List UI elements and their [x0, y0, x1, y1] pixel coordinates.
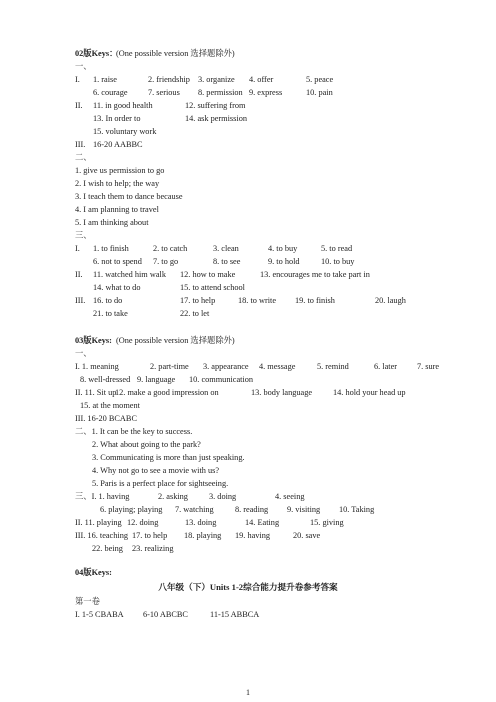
answer-item: 9. visiting	[287, 505, 321, 514]
answer-item: 14. ask permission	[185, 114, 247, 123]
sentence-text: 2. What about going to the park?	[92, 440, 201, 449]
heading-text: 02版Keys：	[75, 49, 118, 58]
answer-item: 11. watched him walk	[93, 270, 166, 279]
row-numeral: I.	[75, 244, 80, 253]
answer-item: 20. save	[293, 531, 321, 540]
answer-item: 10. pain	[306, 88, 333, 97]
document-title: 八年级（下）Units 1-2综合能力提升卷参考答案	[158, 582, 338, 592]
answer-item: 6. courage	[93, 88, 128, 97]
answer-item: 15. at the moment	[80, 401, 140, 410]
heading-note: (One possible version 选择题除外)	[116, 336, 235, 345]
answer-item: 9. to hold	[268, 257, 300, 266]
answer-item: 2. asking	[158, 492, 188, 501]
answer-item: 15. giving	[310, 518, 344, 527]
answer-item: 6-10 ABCBC	[143, 610, 188, 619]
answer-item: 三、I. 1. having	[75, 492, 130, 501]
answer-item: 1. raise	[93, 75, 117, 84]
answer-item: 16-20 AABBC	[93, 140, 143, 149]
answer-item: 19. to finish	[295, 296, 335, 305]
answer-item: II. 11. playing	[75, 518, 122, 527]
row-numeral: I.	[75, 75, 80, 84]
answer-item: 5. remind	[317, 362, 349, 371]
sentence: 4. I am planning to travel	[75, 205, 159, 214]
answer-item: 5. peace	[306, 75, 334, 84]
answer-item: 2. part-time	[150, 362, 189, 371]
answer-item: 8. well-dressed	[80, 375, 131, 384]
row-numeral: III.	[75, 296, 86, 305]
answer-item: 12. make a good impression on	[115, 388, 219, 397]
answer-item: 13. encourages me to take part in	[260, 270, 370, 279]
answer-item: 4. offer	[249, 75, 274, 84]
answer-item: 6. later	[374, 362, 398, 371]
sentence: 3. I teach them to dance because	[75, 192, 183, 201]
answer-item: 12. how to make	[180, 270, 236, 279]
sentence-text: 5. Paris is a perfect place for sightseeing.	[92, 479, 229, 488]
row-numeral: II.	[75, 101, 83, 110]
sentence: 1. give us permission to go	[75, 166, 165, 175]
answer-item: 15. voluntary work	[93, 127, 157, 136]
answer-item: 2. friendship	[148, 75, 190, 84]
answer-item: 9. language	[137, 375, 176, 384]
answer-item: 16. to do	[93, 296, 123, 305]
answer-item: 二、1. It can be the key to success.	[75, 427, 193, 436]
heading-note: (One possible version 选择题除外)	[116, 49, 235, 58]
part-label: 一、	[75, 349, 92, 358]
answer-item: 7. serious	[148, 88, 180, 97]
answer-item: 18. to write	[238, 296, 277, 305]
answer-item: 17. to help	[132, 531, 168, 540]
answer-item: 14. hold your head up	[333, 388, 406, 397]
answer-item: 6. not to spend	[93, 257, 142, 266]
answer-item: 5. to read	[321, 244, 353, 253]
answer-item: 8. reading	[235, 505, 269, 514]
answer-item: 9. express	[249, 88, 283, 97]
row-numeral: III.	[75, 140, 86, 149]
answer-item: II. 11. Sit up	[75, 388, 117, 397]
section-heading-04: 04版Keys:	[75, 568, 112, 577]
answer-item: III. 16-20 BCABC	[75, 414, 137, 423]
answer-item: 3. clean	[213, 244, 239, 253]
heading-text: 03版Keys:	[75, 336, 112, 345]
answer-item: 22. being	[92, 544, 123, 553]
answer-item: 15. to attend school	[180, 283, 245, 292]
answer-item: 13. doing	[185, 518, 217, 527]
answer-item: 7. to go	[153, 257, 179, 266]
answer-item: 1. to finish	[93, 244, 129, 253]
answer-item: 3. organize	[198, 75, 235, 84]
answer-item: 4. message	[259, 362, 296, 371]
answer-item: 13. In order to	[93, 114, 141, 123]
answer-item: 7. watching	[175, 505, 214, 514]
answer-item: 4. seeing	[275, 492, 305, 501]
answer-item: 10. communication	[189, 375, 254, 384]
answer-item: 14. Eating	[245, 518, 280, 527]
answer-item: 6. playing; playing	[100, 505, 163, 514]
answer-item: 22. to let	[180, 309, 210, 318]
part-label: 二、	[75, 153, 92, 162]
page-number: 1	[246, 688, 250, 697]
part-label: 第一卷	[75, 597, 100, 606]
answer-item: 8. to see	[213, 257, 241, 266]
answer-item: 14. what to do	[93, 283, 141, 292]
answer-item: 18. playing	[184, 531, 222, 540]
answer-item: 11-15 ABBCA	[210, 610, 260, 619]
answer-item: 10. Taking	[339, 505, 375, 514]
answer-item: I. 1-5 CBABA	[75, 610, 124, 619]
answer-item: 10. to buy	[321, 257, 355, 266]
row-numeral: II.	[75, 270, 83, 279]
sentence-text: 3. Communicating is more than just speaking.	[92, 453, 245, 462]
answer-item: I. 1. meaning	[75, 362, 119, 371]
answer-item: 20. laugh	[375, 296, 406, 305]
answer-item: 17. to help	[180, 296, 216, 305]
answer-item: 2. to catch	[153, 244, 188, 253]
answer-item: 7. sure	[417, 362, 440, 371]
part-label: 一、	[75, 62, 92, 71]
answer-item: 11. in good health	[93, 101, 153, 110]
answer-item: 12. doing	[127, 518, 159, 527]
answer-item: 8. permission	[198, 88, 243, 97]
sentence: 2. I wish to help; the way	[75, 179, 160, 188]
answer-item: 23. realizing	[132, 544, 174, 553]
sentence: 5. I am thinking about	[75, 218, 149, 227]
answer-item: 13. body language	[251, 388, 313, 397]
answer-item: 4. to buy	[268, 244, 298, 253]
answer-item: 21. to take	[93, 309, 128, 318]
answer-item: 12. suffering from	[185, 101, 246, 110]
answer-item: III. 16. teaching	[75, 531, 128, 540]
sentence-text: 4. Why not go to see a movie with us?	[92, 466, 220, 475]
answer-item: 19. having	[235, 531, 271, 540]
part-label: 三、	[75, 231, 92, 240]
answer-item: 3. doing	[209, 492, 237, 501]
answer-item: 3. appearance	[203, 362, 249, 371]
